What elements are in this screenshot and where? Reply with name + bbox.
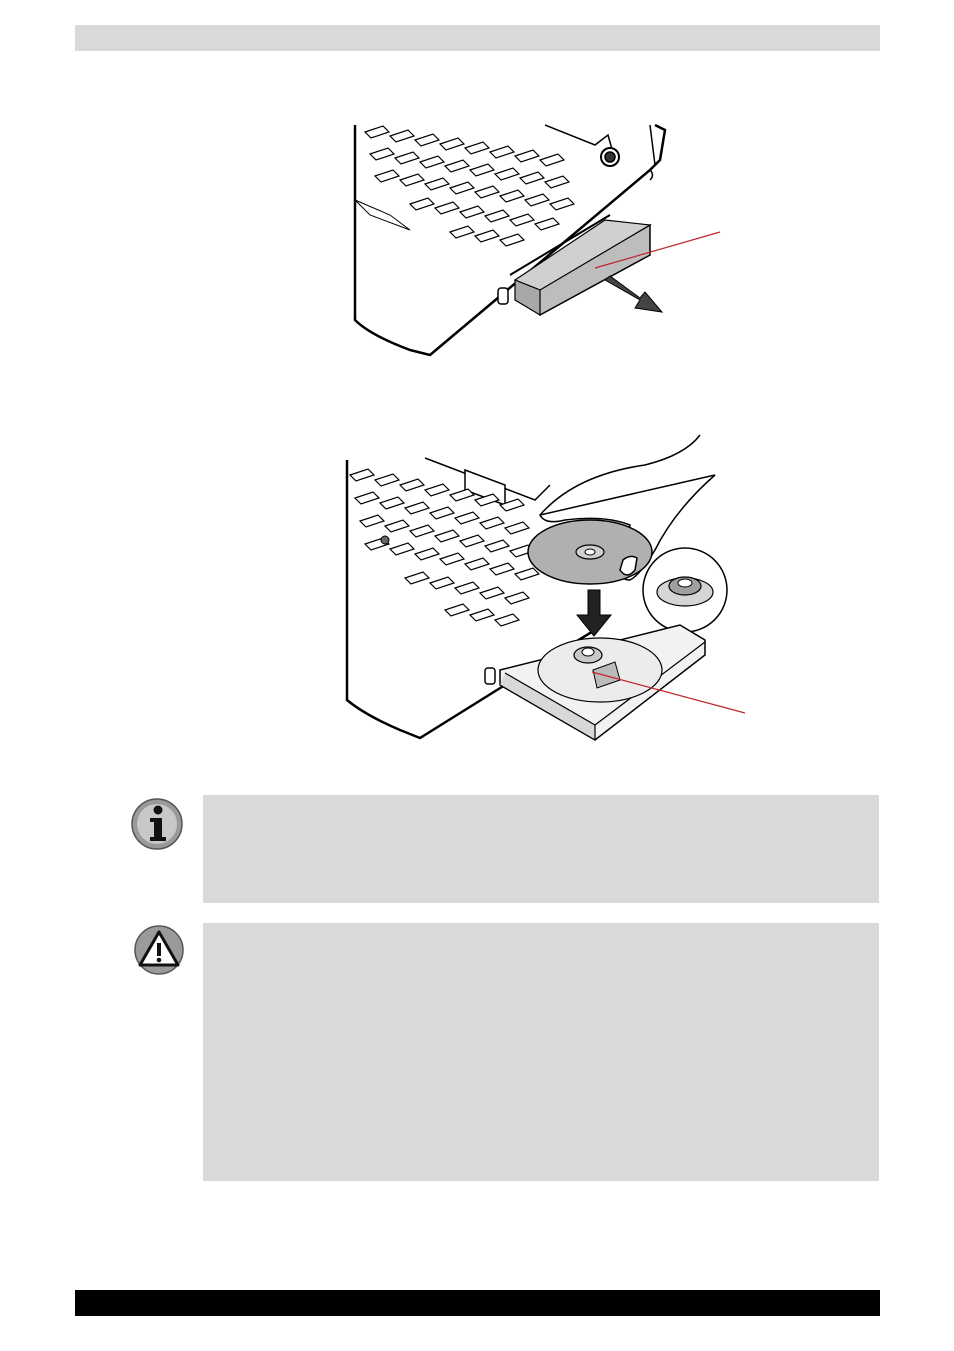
info-icon bbox=[130, 797, 184, 856]
insert-arrow bbox=[577, 590, 611, 636]
caution-note-box bbox=[203, 923, 879, 1181]
page-header-bar bbox=[75, 25, 880, 51]
figure-insert-disc bbox=[345, 430, 750, 745]
figure-open-drive-tray bbox=[350, 120, 740, 360]
warning-icon bbox=[132, 925, 186, 980]
eject-arrow bbox=[605, 276, 662, 312]
page-footer-bar bbox=[75, 1290, 880, 1316]
info-note-box bbox=[203, 795, 879, 903]
